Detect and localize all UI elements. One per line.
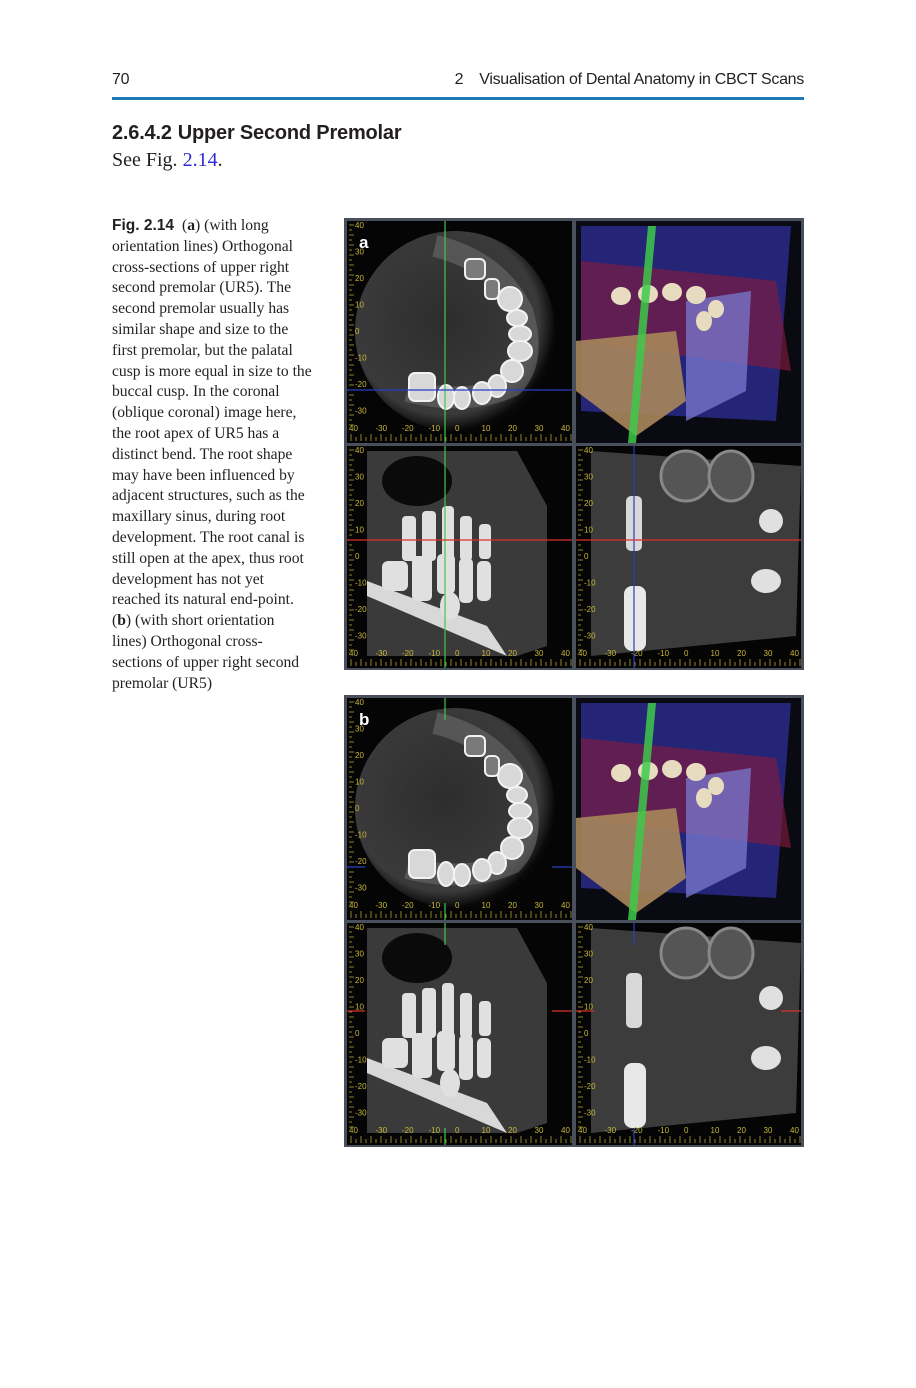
x-tick-label: 40 xyxy=(790,1126,799,1135)
axial-view xyxy=(347,698,572,920)
x-tick-label: 10 xyxy=(710,649,720,658)
x-tick-label: 40 xyxy=(578,649,587,658)
x-tick-label: 40 xyxy=(561,1126,570,1135)
y-tick-label: 0 xyxy=(584,552,589,561)
running-header xyxy=(455,71,804,89)
x-tick-label: -20 xyxy=(631,1126,643,1135)
x-tick-label: 20 xyxy=(737,1126,746,1135)
y-tick-label: 20 xyxy=(584,499,593,508)
x-tick-label: 10 xyxy=(481,649,491,658)
y-tick-label: -30 xyxy=(584,631,596,641)
x-tick-label: -10 xyxy=(428,649,441,658)
x-tick-label: -30 xyxy=(375,901,388,910)
caption-a-open: ( xyxy=(182,217,188,234)
y-tick-label: -20 xyxy=(355,380,367,389)
coronal-scan-image xyxy=(576,446,801,668)
see-prefix: See Fig. xyxy=(112,149,178,171)
chapter-title: Visualisation of Dental Anatomy in CBCT Scans xyxy=(479,71,804,88)
x-tick-label: 10 xyxy=(481,424,491,433)
x-tick-label: 40 xyxy=(561,424,570,433)
y-tick-label: 40 xyxy=(355,698,364,707)
y-tick-label: -20 xyxy=(355,1082,367,1091)
sagittal-scan-image xyxy=(347,446,572,668)
volume-render-image xyxy=(576,221,801,443)
3d-rendering-view xyxy=(576,221,801,443)
x-tick-label: -10 xyxy=(657,649,670,658)
y-tick-label: 40 xyxy=(355,221,364,230)
y-tick-label: 10 xyxy=(355,525,364,535)
y-tick-label: 20 xyxy=(355,976,364,985)
x-tick-label: -20 xyxy=(402,1126,414,1135)
y-tick-label: 10 xyxy=(355,300,364,310)
y-tick-label: 0 xyxy=(355,552,360,561)
x-tick-label: 30 xyxy=(763,649,773,658)
axial-view xyxy=(347,221,572,443)
y-tick-label: -20 xyxy=(355,605,367,614)
y-tick-label: 0 xyxy=(355,327,360,336)
caption-b-text: ) (with short orientation lines) Orthogonal cross-sections of upper right second premolar (UR5) xyxy=(112,612,300,692)
x-tick-label: 0 xyxy=(455,1126,460,1135)
see-figure-line xyxy=(112,149,223,172)
sagittal-scan-image xyxy=(347,923,572,1145)
y-tick-label: -30 xyxy=(584,1108,596,1118)
sagittal-view xyxy=(347,446,572,668)
x-tick-label: 0 xyxy=(455,424,460,433)
y-tick-label: 10 xyxy=(584,525,593,535)
y-tick-label: 20 xyxy=(584,976,593,985)
coronal-view xyxy=(576,923,801,1145)
y-tick-label: 30 xyxy=(355,247,364,257)
x-tick-label: -30 xyxy=(375,1126,388,1135)
figure-link[interactable]: 2.14 xyxy=(182,149,218,171)
y-tick-label: -10 xyxy=(584,1055,596,1065)
x-tick-label: 40 xyxy=(790,649,799,658)
x-tick-label: 20 xyxy=(508,901,517,910)
y-tick-label: 0 xyxy=(584,1029,589,1038)
x-tick-label: 40 xyxy=(349,1126,358,1135)
y-tick-label: -20 xyxy=(355,857,367,866)
y-tick-label: 40 xyxy=(584,923,593,932)
y-tick-label: -10 xyxy=(355,353,367,363)
x-tick-label: 20 xyxy=(508,1126,517,1135)
y-tick-label: 0 xyxy=(355,804,360,813)
x-tick-label: -10 xyxy=(428,1126,441,1135)
x-tick-label: 30 xyxy=(763,1126,773,1135)
x-tick-label: 20 xyxy=(508,424,517,433)
y-tick-label: -30 xyxy=(355,883,367,893)
x-tick-label: -10 xyxy=(428,901,441,910)
y-tick-label: 10 xyxy=(355,1002,364,1012)
axial-scan-image xyxy=(347,698,572,920)
y-tick-label: -30 xyxy=(355,1108,367,1118)
y-tick-label: 20 xyxy=(355,499,364,508)
y-tick-label: 20 xyxy=(355,751,364,760)
caption-a-letter: a xyxy=(187,217,196,234)
axial-scan-image xyxy=(347,221,572,443)
caption-b-letter: b xyxy=(117,612,126,630)
x-tick-label: 30 xyxy=(534,649,544,658)
y-tick-label: 30 xyxy=(355,724,364,734)
figure-panel-b xyxy=(344,695,804,1147)
x-tick-label: 0 xyxy=(455,649,460,658)
x-tick-label: -30 xyxy=(375,649,388,658)
x-tick-label: 10 xyxy=(481,901,491,910)
x-tick-label: -30 xyxy=(375,424,388,433)
x-tick-label: -30 xyxy=(604,1126,617,1135)
sagittal-view xyxy=(347,923,572,1145)
x-tick-label: -20 xyxy=(631,649,643,658)
x-tick-label: -10 xyxy=(657,1126,670,1135)
y-tick-label: 30 xyxy=(584,949,593,959)
x-tick-label: -20 xyxy=(402,424,414,433)
x-tick-label: 20 xyxy=(508,649,517,658)
panel-letter: a xyxy=(359,233,369,252)
y-tick-label: -20 xyxy=(584,1082,596,1091)
x-tick-label: 0 xyxy=(684,649,689,658)
y-tick-label: 40 xyxy=(355,446,364,455)
x-tick-label: 40 xyxy=(349,424,358,433)
x-tick-label: -20 xyxy=(402,901,414,910)
x-tick-label: 40 xyxy=(349,649,358,658)
y-tick-label: 30 xyxy=(355,949,364,959)
section-heading xyxy=(112,122,401,145)
y-tick-label: -30 xyxy=(355,631,367,641)
y-tick-label: -20 xyxy=(584,605,596,614)
y-tick-label: -10 xyxy=(584,578,596,588)
x-tick-label: 30 xyxy=(534,1126,544,1135)
x-tick-label: 0 xyxy=(455,901,460,910)
see-suffix: . xyxy=(217,149,223,171)
x-tick-label: 40 xyxy=(561,649,570,658)
panel-letter: b xyxy=(359,710,370,729)
x-tick-label: -10 xyxy=(428,424,441,433)
x-tick-label: 0 xyxy=(684,1126,689,1135)
x-tick-label: 40 xyxy=(349,901,358,910)
page-number: 70 xyxy=(112,71,130,88)
x-tick-label: 30 xyxy=(534,901,544,910)
y-tick-label: -10 xyxy=(355,1055,367,1065)
y-tick-label: 10 xyxy=(355,777,364,787)
y-tick-label: 40 xyxy=(355,923,364,932)
volume-render-image xyxy=(576,698,801,920)
y-tick-label: 30 xyxy=(355,472,364,482)
coronal-view xyxy=(576,446,801,668)
x-tick-label: 10 xyxy=(710,1126,720,1135)
y-tick-label: 10 xyxy=(584,1002,593,1012)
x-tick-label: 30 xyxy=(534,424,544,433)
x-tick-label: 20 xyxy=(737,649,746,658)
y-tick-label: -10 xyxy=(355,830,367,840)
figure-caption xyxy=(112,216,312,694)
x-tick-label: -30 xyxy=(604,649,617,658)
x-tick-label: 10 xyxy=(481,1126,491,1135)
3d-rendering-view xyxy=(576,698,801,920)
x-tick-label: 40 xyxy=(561,901,570,910)
y-tick-label: -30 xyxy=(355,406,367,416)
figure-panel-a xyxy=(344,218,804,670)
y-tick-label: 30 xyxy=(584,472,593,482)
y-tick-label: 0 xyxy=(355,1029,360,1038)
y-tick-label: 40 xyxy=(584,446,593,455)
caption-b-open: ( xyxy=(112,612,118,630)
y-tick-label: -10 xyxy=(355,578,367,588)
caption-a-text: ) (with long orientation lines) Orthogonal cross-sections of upper right second premolar (UR5). The second premolar usually has similar shape and size to the first premolar, but the palatal cusp is more equal in size to the buccal cusp. In the coronal (oblique coronal) image here, the root apex of UR5 has a distinct bend. The root shape may have been influenced by adjacent structures, such as the maxillary sinus, during root development. The root canal is still open at the apex, thus root development has not yet reached its natural end-point. xyxy=(112,217,312,609)
section-title: Upper Second Premolar xyxy=(177,122,402,144)
figure-label: Fig. 2.14 xyxy=(112,217,175,234)
x-tick-label: -20 xyxy=(402,649,414,658)
y-tick-label: 20 xyxy=(355,274,364,283)
x-tick-label: 40 xyxy=(578,1126,587,1135)
coronal-scan-image xyxy=(576,923,801,1145)
header-rule xyxy=(112,97,804,100)
section-number: 2.6.4.2 xyxy=(112,122,172,144)
chapter-number: 2 xyxy=(454,71,464,88)
